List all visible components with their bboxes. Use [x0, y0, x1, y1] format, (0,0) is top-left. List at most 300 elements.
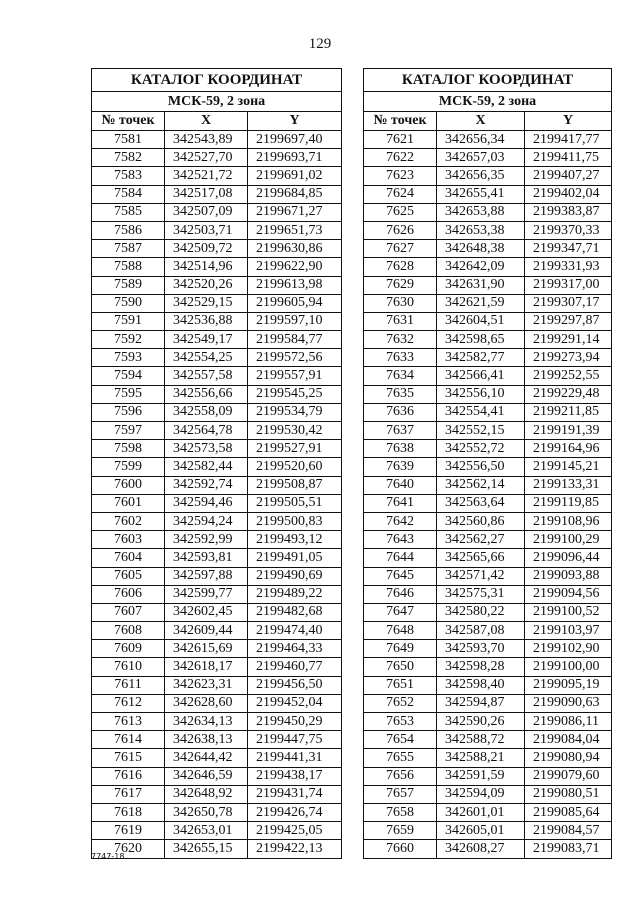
- x-coordinate-cell: 342558,09: [165, 403, 248, 421]
- table-row: [92, 767, 342, 785]
- y-coordinate-cell: 2199297,87: [525, 312, 612, 330]
- x-coordinate-cell: 342594,46: [165, 494, 248, 512]
- point-number-cell: 7622: [364, 149, 437, 167]
- table-row: [92, 676, 342, 694]
- point-number-cell: 7596: [92, 403, 165, 421]
- y-coordinate-cell: 2199370,33: [525, 221, 612, 239]
- x-coordinate-cell: 342656,34: [437, 131, 525, 149]
- table-row: [92, 331, 342, 349]
- table-row: [92, 585, 342, 603]
- point-number-cell: 7590: [92, 294, 165, 312]
- x-coordinate-cell: 342593,70: [437, 640, 525, 658]
- table-row: [364, 803, 612, 821]
- x-coordinate-cell: 342556,10: [437, 385, 525, 403]
- x-coordinate-cell: 342552,15: [437, 422, 525, 440]
- y-coordinate-cell: 2199383,87: [525, 203, 612, 221]
- x-coordinate-cell: 342609,44: [165, 622, 248, 640]
- y-coordinate-cell: 2199090,63: [525, 694, 612, 712]
- table-row: [92, 476, 342, 494]
- point-number-cell: 7591: [92, 312, 165, 330]
- y-coordinate-cell: 2199500,83: [248, 512, 342, 530]
- point-number-cell: 7588: [92, 258, 165, 276]
- table-row: [92, 749, 342, 767]
- catalog-zone: МСК-59, 2 зона: [364, 92, 612, 112]
- x-coordinate-cell: 342517,08: [165, 185, 248, 203]
- y-coordinate-cell: 2199534,79: [248, 403, 342, 421]
- y-coordinate-cell: 2199489,22: [248, 585, 342, 603]
- point-number-cell: 7646: [364, 585, 437, 603]
- point-number-cell: 7651: [364, 676, 437, 694]
- point-number-cell: 7656: [364, 767, 437, 785]
- x-coordinate-cell: 342646,59: [165, 767, 248, 785]
- y-coordinate-cell: 2199422,13: [248, 840, 342, 858]
- x-coordinate-cell: 342527,70: [165, 149, 248, 167]
- point-number-cell: 7617: [92, 785, 165, 803]
- catalog-body: [364, 131, 612, 859]
- table-row: [92, 531, 342, 549]
- table-row: [364, 185, 612, 203]
- x-coordinate-cell: 342573,58: [165, 440, 248, 458]
- y-coordinate-cell: 2199085,64: [525, 803, 612, 821]
- x-coordinate-cell: 342594,09: [437, 785, 525, 803]
- y-coordinate-cell: 2199505,51: [248, 494, 342, 512]
- x-coordinate-cell: 342594,87: [437, 694, 525, 712]
- x-coordinate-cell: 342562,27: [437, 531, 525, 549]
- x-coordinate-cell: 342554,41: [437, 403, 525, 421]
- x-coordinate-cell: 342571,42: [437, 567, 525, 585]
- y-coordinate-cell: 2199438,17: [248, 767, 342, 785]
- x-coordinate-cell: 342621,59: [437, 294, 525, 312]
- point-number-cell: 7644: [364, 549, 437, 567]
- point-number-cell: 7618: [92, 803, 165, 821]
- y-coordinate-cell: 2199119,85: [525, 494, 612, 512]
- point-number-cell: 7629: [364, 276, 437, 294]
- point-number-cell: 7624: [364, 185, 437, 203]
- y-coordinate-cell: 2199584,77: [248, 331, 342, 349]
- x-coordinate-cell: 342552,72: [437, 440, 525, 458]
- table-row: [364, 622, 612, 640]
- table-row: [364, 512, 612, 530]
- point-number-cell: 7657: [364, 785, 437, 803]
- y-coordinate-cell: 2199083,71: [525, 840, 612, 858]
- point-number-cell: 7648: [364, 622, 437, 640]
- point-number-cell: 7623: [364, 167, 437, 185]
- point-number-cell: 7625: [364, 203, 437, 221]
- table-row: [364, 840, 612, 858]
- y-coordinate-cell: 2199464,33: [248, 640, 342, 658]
- point-number-cell: 7652: [364, 694, 437, 712]
- x-coordinate-cell: 342575,31: [437, 585, 525, 603]
- table-row: [364, 676, 612, 694]
- catalog-zone: МСК-59, 2 зона: [92, 92, 342, 112]
- point-number-cell: 7619: [92, 822, 165, 840]
- table-row: [92, 549, 342, 567]
- point-number-cell: 7608: [92, 622, 165, 640]
- point-number-cell: 7654: [364, 731, 437, 749]
- table-row: [92, 149, 342, 167]
- y-coordinate-cell: 2199411,75: [525, 149, 612, 167]
- point-number-cell: 7582: [92, 149, 165, 167]
- table-row: [92, 221, 342, 239]
- x-coordinate-cell: 342598,40: [437, 676, 525, 694]
- point-number-cell: 7606: [92, 585, 165, 603]
- x-coordinate-cell: 342509,72: [165, 240, 248, 258]
- y-coordinate-cell: 2199527,91: [248, 440, 342, 458]
- point-number-cell: 7647: [364, 603, 437, 621]
- table-row: [364, 240, 612, 258]
- x-coordinate-cell: 342605,01: [437, 822, 525, 840]
- x-coordinate-cell: 342615,69: [165, 640, 248, 658]
- x-coordinate-cell: 342657,03: [437, 149, 525, 167]
- y-coordinate-cell: 2199291,14: [525, 331, 612, 349]
- column-header-point: № точек: [364, 112, 437, 131]
- document-id: 7747-18: [91, 852, 125, 861]
- x-coordinate-cell: 342588,21: [437, 749, 525, 767]
- table-row: [364, 149, 612, 167]
- catalog-body: [92, 131, 342, 859]
- y-coordinate-cell: 2199191,39: [525, 422, 612, 440]
- point-number-cell: 7597: [92, 422, 165, 440]
- point-number-cell: 7639: [364, 458, 437, 476]
- table-row: [92, 203, 342, 221]
- table-row: [364, 731, 612, 749]
- x-coordinate-cell: 342648,92: [165, 785, 248, 803]
- x-coordinate-cell: 342507,09: [165, 203, 248, 221]
- point-number-cell: 7599: [92, 458, 165, 476]
- y-coordinate-cell: 2199100,52: [525, 603, 612, 621]
- point-number-cell: 7604: [92, 549, 165, 567]
- x-coordinate-cell: 342628,60: [165, 694, 248, 712]
- point-number-cell: 7635: [364, 385, 437, 403]
- table-row: [364, 294, 612, 312]
- point-number-cell: 7593: [92, 349, 165, 367]
- table-row: [364, 640, 612, 658]
- y-coordinate-cell: 2199095,19: [525, 676, 612, 694]
- page-number: 129: [308, 36, 332, 52]
- y-coordinate-cell: 2199691,02: [248, 167, 342, 185]
- y-coordinate-cell: 2199491,05: [248, 549, 342, 567]
- point-number-cell: 7612: [92, 694, 165, 712]
- point-number-cell: 7634: [364, 367, 437, 385]
- point-number-cell: 7645: [364, 567, 437, 585]
- y-coordinate-cell: 2199093,88: [525, 567, 612, 585]
- table-row: [364, 785, 612, 803]
- y-coordinate-cell: 2199450,29: [248, 713, 342, 731]
- y-coordinate-cell: 2199630,86: [248, 240, 342, 258]
- table-row: [92, 185, 342, 203]
- table-row: [92, 622, 342, 640]
- column-header-y: Y: [525, 112, 612, 131]
- x-coordinate-cell: 342588,72: [437, 731, 525, 749]
- y-coordinate-cell: 2199307,17: [525, 294, 612, 312]
- x-coordinate-cell: 342590,26: [437, 713, 525, 731]
- y-coordinate-cell: 2199080,51: [525, 785, 612, 803]
- x-coordinate-cell: 342599,77: [165, 585, 248, 603]
- y-coordinate-cell: 2199431,74: [248, 785, 342, 803]
- table-row: [364, 403, 612, 421]
- table-row: [92, 258, 342, 276]
- point-number-cell: 7607: [92, 603, 165, 621]
- y-coordinate-cell: 2199520,60: [248, 458, 342, 476]
- column-header-x: X: [165, 112, 248, 131]
- x-coordinate-cell: 342618,17: [165, 658, 248, 676]
- x-coordinate-cell: 342582,44: [165, 458, 248, 476]
- y-coordinate-cell: 2199317,00: [525, 276, 612, 294]
- x-coordinate-cell: 342557,58: [165, 367, 248, 385]
- table-row: [364, 585, 612, 603]
- point-number-cell: 7659: [364, 822, 437, 840]
- x-coordinate-cell: 342608,27: [437, 840, 525, 858]
- y-coordinate-cell: 2199530,42: [248, 422, 342, 440]
- x-coordinate-cell: 342564,78: [165, 422, 248, 440]
- x-coordinate-cell: 342601,01: [437, 803, 525, 821]
- y-coordinate-cell: 2199164,96: [525, 440, 612, 458]
- table-row: [92, 385, 342, 403]
- y-coordinate-cell: 2199545,25: [248, 385, 342, 403]
- x-coordinate-cell: 342549,17: [165, 331, 248, 349]
- table-row: [92, 640, 342, 658]
- x-coordinate-cell: 342653,01: [165, 822, 248, 840]
- table-row: [364, 567, 612, 585]
- y-coordinate-cell: 2199693,71: [248, 149, 342, 167]
- table-row: [364, 440, 612, 458]
- table-row: [92, 731, 342, 749]
- table-row: [364, 694, 612, 712]
- table-row: [92, 840, 342, 858]
- table-row: [364, 422, 612, 440]
- y-coordinate-cell: 2199613,98: [248, 276, 342, 294]
- point-number-cell: 7641: [364, 494, 437, 512]
- x-coordinate-cell: 342560,86: [437, 512, 525, 530]
- point-number-cell: 7649: [364, 640, 437, 658]
- point-number-cell: 7616: [92, 767, 165, 785]
- table-row: [92, 131, 342, 149]
- point-number-cell: 7650: [364, 658, 437, 676]
- column-header-point: № точек: [92, 112, 165, 131]
- x-coordinate-cell: 342604,51: [437, 312, 525, 330]
- point-number-cell: 7594: [92, 367, 165, 385]
- x-coordinate-cell: 342592,99: [165, 531, 248, 549]
- table-row: [364, 367, 612, 385]
- y-coordinate-cell: 2199441,31: [248, 749, 342, 767]
- table-row: [92, 276, 342, 294]
- table-row: [364, 531, 612, 549]
- point-number-cell: 7621: [364, 131, 437, 149]
- y-coordinate-cell: 2199252,55: [525, 367, 612, 385]
- table-row: [364, 494, 612, 512]
- x-coordinate-cell: 342543,89: [165, 131, 248, 149]
- y-coordinate-cell: 2199456,50: [248, 676, 342, 694]
- x-coordinate-cell: 342648,38: [437, 240, 525, 258]
- point-number-cell: 7631: [364, 312, 437, 330]
- y-coordinate-cell: 2199331,93: [525, 258, 612, 276]
- point-number-cell: 7605: [92, 567, 165, 585]
- table-row: [92, 458, 342, 476]
- point-number-cell: 7637: [364, 422, 437, 440]
- point-number-cell: 7628: [364, 258, 437, 276]
- x-coordinate-cell: 342587,08: [437, 622, 525, 640]
- y-coordinate-cell: 2199605,94: [248, 294, 342, 312]
- y-coordinate-cell: 2199557,91: [248, 367, 342, 385]
- y-coordinate-cell: 2199084,04: [525, 731, 612, 749]
- point-number-cell: 7642: [364, 512, 437, 530]
- point-number-cell: 7586: [92, 221, 165, 239]
- y-coordinate-cell: 2199474,40: [248, 622, 342, 640]
- table-row: [364, 203, 612, 221]
- x-coordinate-cell: 342653,38: [437, 221, 525, 239]
- y-coordinate-cell: 2199651,73: [248, 221, 342, 239]
- catalog-title: КАТАЛОГ КООРДИНАТ: [92, 69, 342, 92]
- table-row: [92, 603, 342, 621]
- table-row: [92, 822, 342, 840]
- column-header-y: Y: [248, 112, 342, 131]
- y-coordinate-cell: 2199671,27: [248, 203, 342, 221]
- x-coordinate-cell: 342520,26: [165, 276, 248, 294]
- x-coordinate-cell: 342536,88: [165, 312, 248, 330]
- point-number-cell: 7585: [92, 203, 165, 221]
- point-number-cell: 7603: [92, 531, 165, 549]
- coordinate-catalog-left: [91, 68, 342, 859]
- x-coordinate-cell: 342593,81: [165, 549, 248, 567]
- y-coordinate-cell: 2199493,12: [248, 531, 342, 549]
- point-number-cell: 7627: [364, 240, 437, 258]
- point-number-cell: 7602: [92, 512, 165, 530]
- point-number-cell: 7638: [364, 440, 437, 458]
- table-row: [364, 258, 612, 276]
- table-row: [92, 240, 342, 258]
- table-row: [364, 603, 612, 621]
- point-number-cell: 7581: [92, 131, 165, 149]
- y-coordinate-cell: 2199100,29: [525, 531, 612, 549]
- table-row: [92, 658, 342, 676]
- point-number-cell: 7653: [364, 713, 437, 731]
- y-coordinate-cell: 2199211,85: [525, 403, 612, 421]
- x-coordinate-cell: 342562,14: [437, 476, 525, 494]
- x-coordinate-cell: 342563,64: [437, 494, 525, 512]
- y-coordinate-cell: 2199094,56: [525, 585, 612, 603]
- y-coordinate-cell: 2199417,77: [525, 131, 612, 149]
- point-number-cell: 7660: [364, 840, 437, 858]
- table-row: [364, 312, 612, 330]
- y-coordinate-cell: 2199460,77: [248, 658, 342, 676]
- y-coordinate-cell: 2199452,04: [248, 694, 342, 712]
- point-number-cell: 7600: [92, 476, 165, 494]
- point-number-cell: 7589: [92, 276, 165, 294]
- point-number-cell: 7658: [364, 803, 437, 821]
- x-coordinate-cell: 342655,15: [165, 840, 248, 858]
- x-coordinate-cell: 342656,35: [437, 167, 525, 185]
- x-coordinate-cell: 342634,13: [165, 713, 248, 731]
- y-coordinate-cell: 2199079,60: [525, 767, 612, 785]
- table-row: [364, 349, 612, 367]
- point-number-cell: 7632: [364, 331, 437, 349]
- table-row: [364, 331, 612, 349]
- table-row: [364, 276, 612, 294]
- table-row: [92, 512, 342, 530]
- point-number-cell: 7583: [92, 167, 165, 185]
- y-coordinate-cell: 2199273,94: [525, 349, 612, 367]
- point-number-cell: 7611: [92, 676, 165, 694]
- table-row: [364, 658, 612, 676]
- y-coordinate-cell: 2199086,11: [525, 713, 612, 731]
- x-coordinate-cell: 342556,50: [437, 458, 525, 476]
- table-row: [364, 822, 612, 840]
- table-row: [364, 549, 612, 567]
- point-number-cell: 7610: [92, 658, 165, 676]
- table-row: [92, 367, 342, 385]
- y-coordinate-cell: 2199229,48: [525, 385, 612, 403]
- point-number-cell: 7613: [92, 713, 165, 731]
- y-coordinate-cell: 2199084,57: [525, 822, 612, 840]
- point-number-cell: 7584: [92, 185, 165, 203]
- table-row: [92, 803, 342, 821]
- point-number-cell: 7615: [92, 749, 165, 767]
- x-coordinate-cell: 342655,41: [437, 185, 525, 203]
- table-row: [92, 312, 342, 330]
- x-coordinate-cell: 342623,31: [165, 676, 248, 694]
- point-number-cell: 7636: [364, 403, 437, 421]
- y-coordinate-cell: 2199133,31: [525, 476, 612, 494]
- table-row: [92, 713, 342, 731]
- y-coordinate-cell: 2199597,10: [248, 312, 342, 330]
- table-row: [92, 567, 342, 585]
- x-coordinate-cell: 342638,13: [165, 731, 248, 749]
- y-coordinate-cell: 2199697,40: [248, 131, 342, 149]
- y-coordinate-cell: 2199425,05: [248, 822, 342, 840]
- table-row: [364, 767, 612, 785]
- y-coordinate-cell: 2199347,71: [525, 240, 612, 258]
- x-coordinate-cell: 342642,09: [437, 258, 525, 276]
- x-coordinate-cell: 342594,24: [165, 512, 248, 530]
- x-coordinate-cell: 342591,59: [437, 767, 525, 785]
- x-coordinate-cell: 342650,78: [165, 803, 248, 821]
- y-coordinate-cell: 2199426,74: [248, 803, 342, 821]
- y-coordinate-cell: 2199096,44: [525, 549, 612, 567]
- point-number-cell: 7633: [364, 349, 437, 367]
- x-coordinate-cell: 342554,25: [165, 349, 248, 367]
- x-coordinate-cell: 342521,72: [165, 167, 248, 185]
- point-number-cell: 7595: [92, 385, 165, 403]
- x-coordinate-cell: 342602,45: [165, 603, 248, 621]
- x-coordinate-cell: 342503,71: [165, 221, 248, 239]
- y-coordinate-cell: 2199102,90: [525, 640, 612, 658]
- x-coordinate-cell: 342597,88: [165, 567, 248, 585]
- table-row: [92, 785, 342, 803]
- table-row: [364, 458, 612, 476]
- table-row: [364, 713, 612, 731]
- y-coordinate-cell: 2199684,85: [248, 185, 342, 203]
- table-row: [92, 403, 342, 421]
- x-coordinate-cell: 342565,66: [437, 549, 525, 567]
- table-row: [364, 167, 612, 185]
- y-coordinate-cell: 2199622,90: [248, 258, 342, 276]
- x-coordinate-cell: 342556,66: [165, 385, 248, 403]
- point-number-cell: 7643: [364, 531, 437, 549]
- y-coordinate-cell: 2199100,00: [525, 658, 612, 676]
- table-row: [92, 167, 342, 185]
- x-coordinate-cell: 342592,74: [165, 476, 248, 494]
- coordinate-catalog-right: [363, 68, 612, 859]
- y-coordinate-cell: 2199108,96: [525, 512, 612, 530]
- table-row: [92, 440, 342, 458]
- point-number-cell: 7587: [92, 240, 165, 258]
- table-row: [364, 131, 612, 149]
- y-coordinate-cell: 2199508,87: [248, 476, 342, 494]
- y-coordinate-cell: 2199407,27: [525, 167, 612, 185]
- y-coordinate-cell: 2199103,97: [525, 622, 612, 640]
- point-number-cell: 7592: [92, 331, 165, 349]
- x-coordinate-cell: 342598,65: [437, 331, 525, 349]
